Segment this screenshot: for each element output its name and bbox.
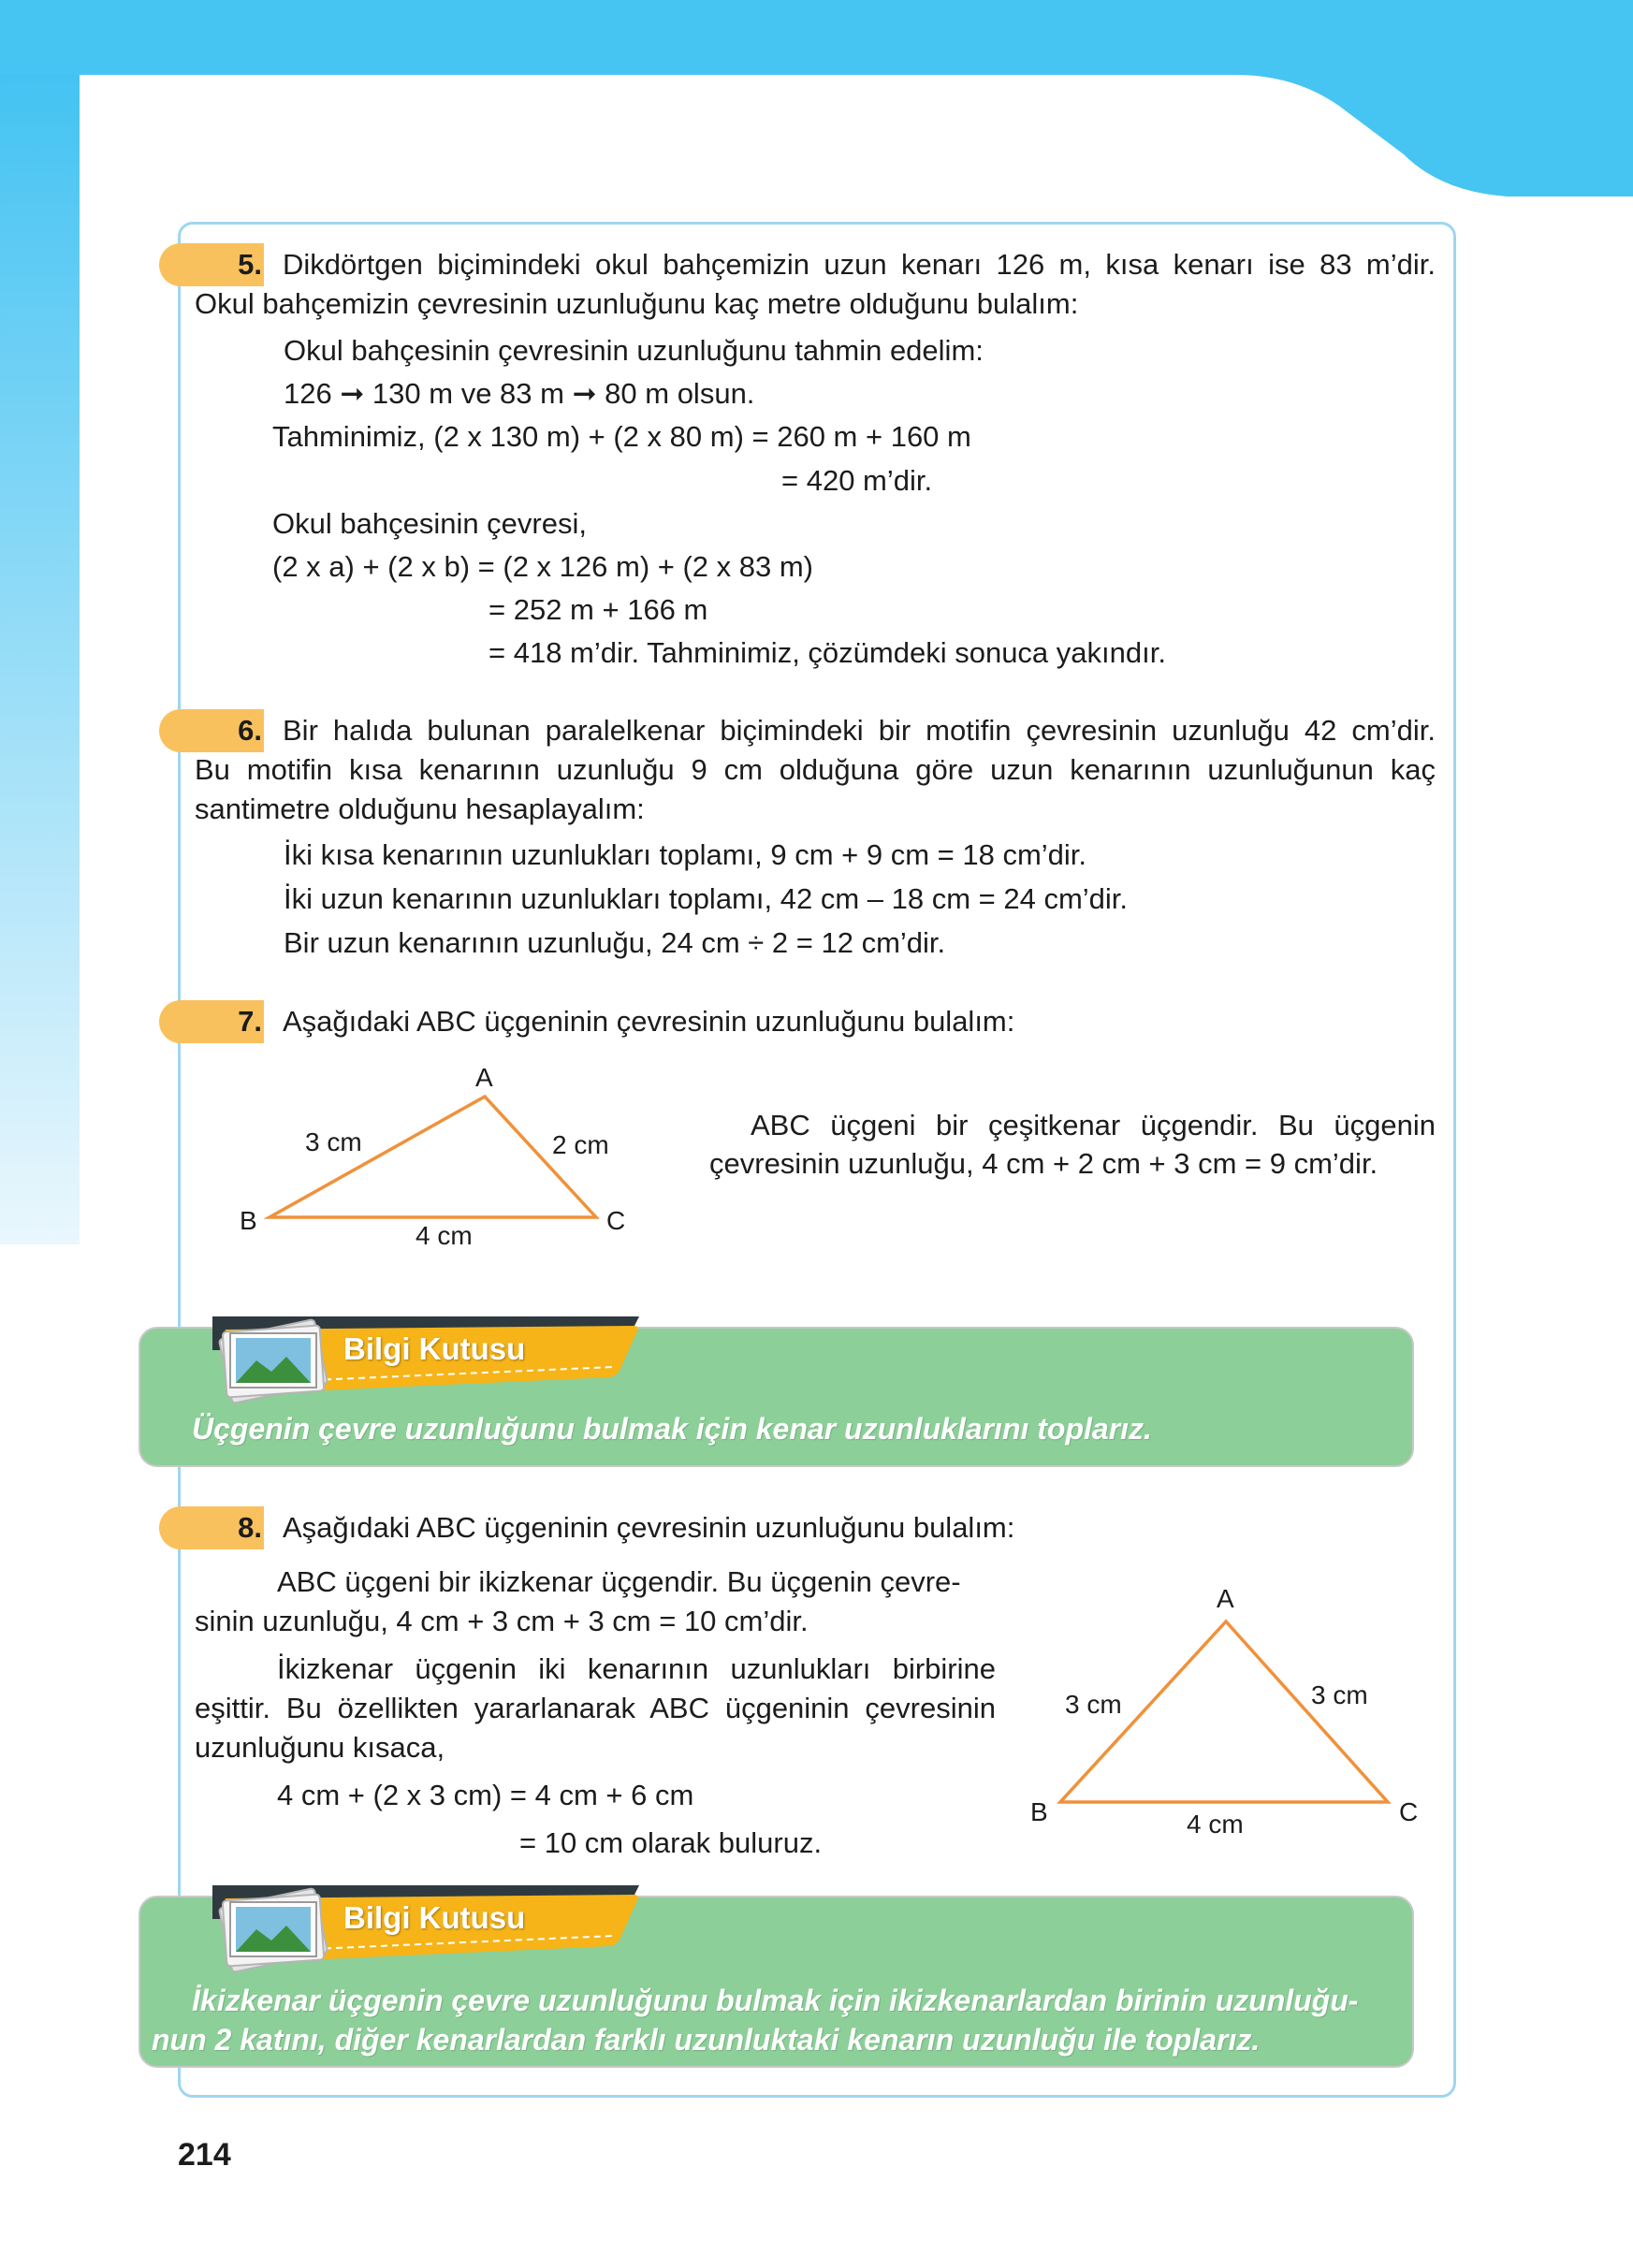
q6-solution-line: Bir uzun kenarının uzunluğu, 24 cm ÷ 2 = 12 cm’dir.	[284, 926, 946, 959]
vertex-b-label: B	[1030, 1797, 1048, 1826]
side-ab-label: 3 cm	[1065, 1690, 1122, 1719]
q5-solution-line: (2 x a) + (2 x b) = (2 x 126 m) + (2 x 83 m)	[272, 550, 813, 583]
side-ab-label: 3 cm	[305, 1127, 362, 1156]
q8-paragraph-line: uzunluğunu kısaca,	[195, 1731, 445, 1764]
q6-solution-line: İki uzun kenarının uzunlukları toplamı, 42 cm – 18 cm = 24 cm’dir.	[284, 882, 1129, 915]
info-box-title: Bilgi Kutusu	[343, 1900, 526, 1935]
question-5-text-line-1: Dikdörtgen biçimindeki okul bahçemizin uzun kenarı 126 m, kısa kenarı ise 83 m’dir.	[283, 248, 1436, 281]
q8-paragraph-line: sinin uzunluğu, 4 cm + 3 cm + 3 cm = 10 cm’dir.	[195, 1605, 809, 1637]
vertex-b-label: B	[240, 1206, 257, 1235]
photo-stack-icon	[208, 1871, 339, 1979]
question-6-text-line-1: Bir halıda bulunan paralelkenar biçimindeki bir motifin çevresinin uzunluğu 42 cm’dir.	[283, 714, 1436, 747]
question-7-text: Aşağıdaki ABC üçgeninin çevresinin uzunluğunu bulalım:	[283, 1005, 1015, 1038]
info-box-text-line-2: nun 2 katını, diğer kenarlardan farklı uzunluktaki kenarın uzunluğu ile toplarız.	[152, 2023, 1261, 2057]
question-5-number: 5.	[238, 248, 262, 281]
q5-solution-line: 126 ➞ 130 m ve 83 m ➞ 80 m olsun.	[284, 377, 755, 410]
q8-calculation-line: = 10 cm olarak buluruz.	[519, 1826, 823, 1859]
q7-explanation-line-2: çevresinin uzunluğu, 4 cm + 2 cm + 3 cm = 9 cm’dir.	[709, 1147, 1378, 1180]
q5-solution-line: = 252 m + 166 m	[488, 593, 708, 626]
side-ac-label: 3 cm	[1311, 1680, 1368, 1709]
vertex-c-label: C	[606, 1206, 626, 1235]
side-bc-label: 4 cm	[1187, 1810, 1244, 1839]
vertex-c-label: C	[1399, 1797, 1419, 1826]
q7-explanation-line-1: ABC üçgeni bir çeşitkenar üçgendir. Bu üçgenin	[751, 1109, 1436, 1141]
q5-solution-line: = 418 m’dir. Tahminimiz, çözümdeki sonuca yakındır.	[488, 636, 1166, 669]
q8-paragraph-line: eşittir. Bu özellikten yararlanarak ABC üçgeninin çevresinin	[195, 1692, 996, 1724]
question-8-number: 8.	[238, 1511, 262, 1544]
question-6-text-line-3: santimetre olduğunu hesaplayalım:	[195, 792, 645, 825]
q5-solution-line: = 420 m’dir.	[781, 464, 933, 497]
q5-solution-line: Okul bahçesinin çevresi,	[272, 507, 587, 540]
info-box-text: Üçgenin çevre uzunluğunu bulmak için kenar uzunluklarını toplarız.	[192, 1412, 1152, 1446]
side-bc-label: 4 cm	[416, 1221, 473, 1250]
info-box-text-line-1: İkizkenar üçgenin çevre uzunluğunu bulmak için ikizkenarlardan birinin uzunluğu-	[192, 1984, 1359, 2017]
q6-solution-line: İki kısa kenarının uzunlukları toplamı, 9 cm + 9 cm = 18 cm’dir.	[284, 838, 1087, 871]
vertex-a-label: A	[475, 1063, 493, 1092]
question-7-number: 7.	[238, 1005, 262, 1038]
q8-paragraph-line: ABC üçgeni bir ikizkenar üçgendir. Bu üçgenin çevre-	[277, 1565, 961, 1598]
question-8-text: Aşağıdaki ABC üçgeninin çevresinin uzunluğunu bulalım:	[283, 1511, 1015, 1544]
page-number: 214	[178, 2137, 231, 2173]
question-6-text-line-2: Bu motifin kısa kenarının uzunluğu 9 cm olduğuna göre uzun kenarının uzunluğunun kaç	[195, 753, 1436, 786]
q8-paragraph-line: İkizkenar üçgenin iki kenarının uzunlukları birbirine	[277, 1652, 996, 1685]
q5-solution-line: Tahminimiz, (2 x 130 m) + (2 x 80 m) = 260 m + 160 m	[272, 420, 971, 453]
vertex-a-label: A	[1217, 1584, 1234, 1613]
question-6-number: 6.	[238, 714, 262, 747]
side-ac-label: 2 cm	[552, 1130, 609, 1159]
photo-stack-icon	[208, 1302, 339, 1410]
q8-calculation-line: 4 cm + (2 x 3 cm) = 4 cm + 6 cm	[277, 1779, 694, 1811]
info-box-title: Bilgi Kutusu	[343, 1331, 526, 1366]
q5-solution-line: Okul bahçesinin çevresinin uzunluğunu tahmin edelim:	[284, 334, 984, 367]
question-5-text-line-2: Okul bahçemizin çevresinin uzunluğunu kaç metre olduğunu bulalım:	[195, 287, 1079, 320]
